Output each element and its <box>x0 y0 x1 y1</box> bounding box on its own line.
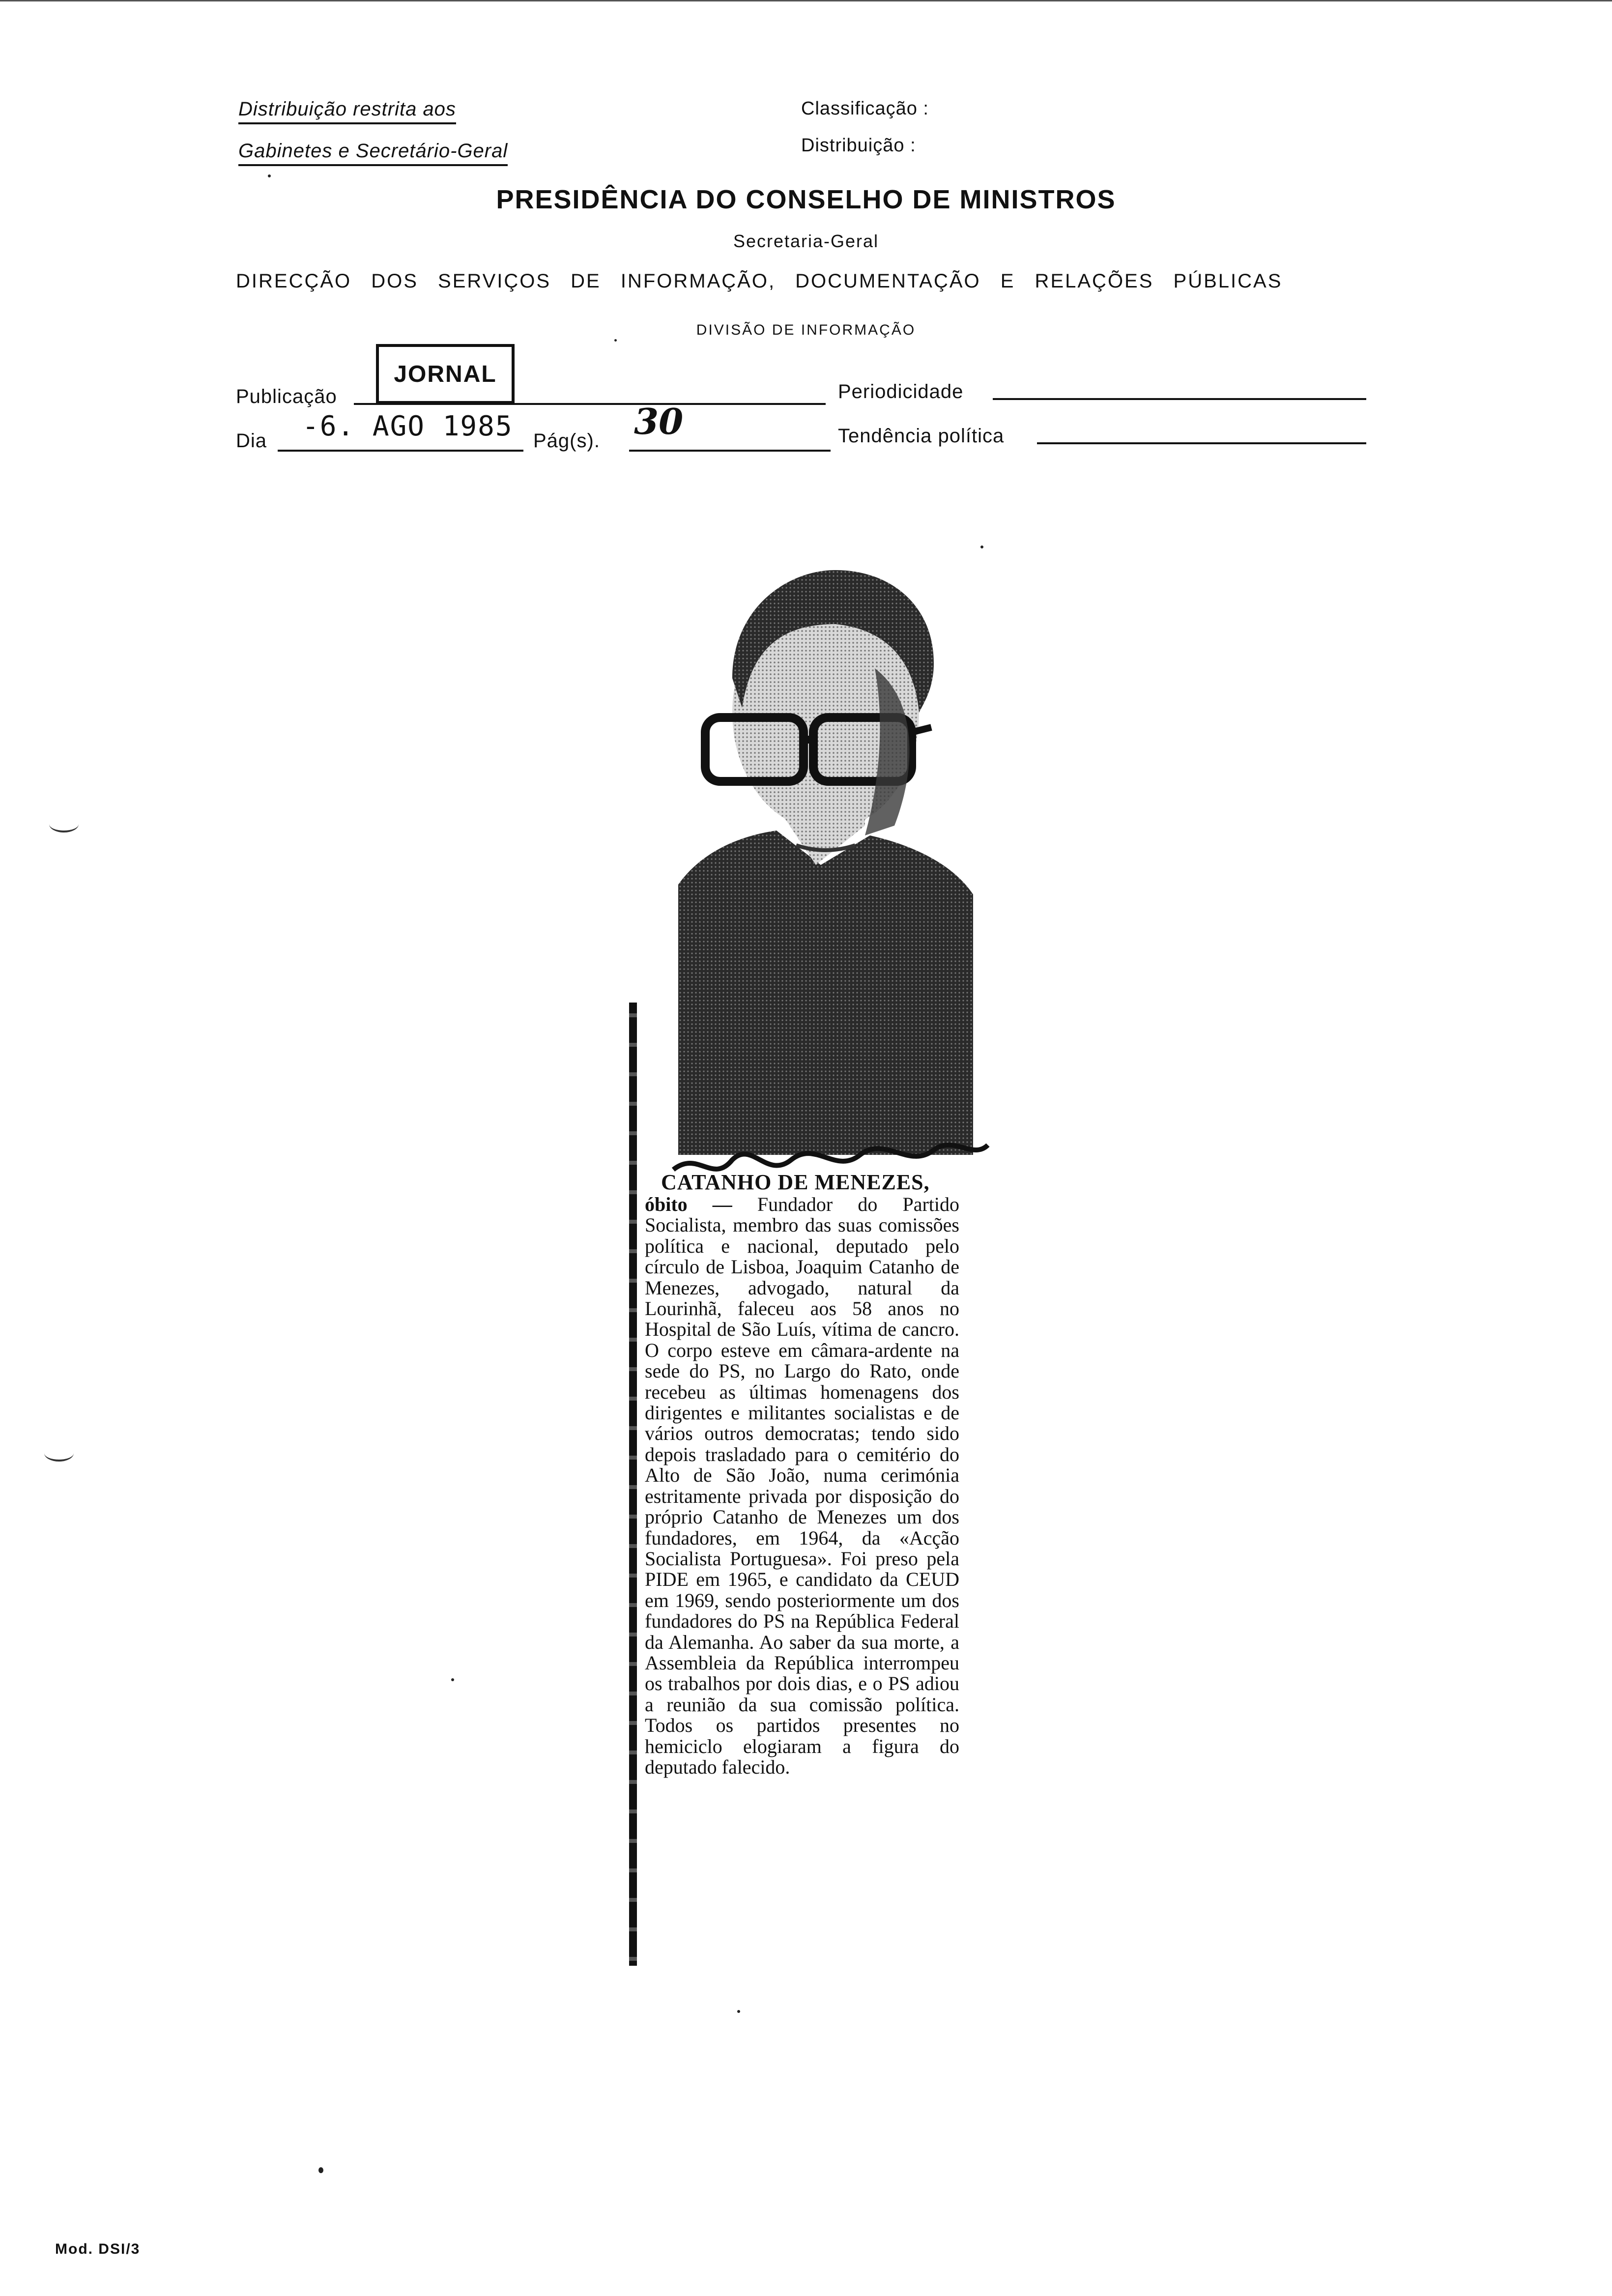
distribution-cabinets-line: Gabinetes e Secretário-Geral <box>238 140 508 166</box>
publicacao-value: JORNAL <box>394 361 497 387</box>
pags-handwritten-value: 30 <box>634 401 684 442</box>
clipping-text: Fundador do Partido Socialista, membro das suas comissões política e nacional, deputado pelo círculo de Lisboa, Joaquim Catanho de Menezes, advogado, natural da Lourinhã, faleceu aos 58 anos no Hospital de São Luís, vítima de cancro. O corpo esteve em câmara-ardente na sede do PS, no Largo do Rato, onde recebeu as últimas homenagens dos dirigentes e militantes socialistas e de vários outros democratas; tendo sido depois trasladado para o cemitério do Alto de São João, numa cerimónia estritamente privada por disposição do próprio Catanho de Menezes um dos fundadores, em 1964, da «Acção Socialista Portuguesa». Foi preso pela PIDE em 1965, e candidato da CEUD em 1969, sendo posteriormente um dos fundadores do PS na República Federal da Alemanha. Ao saber da sua morte, a Assembleia da República interrompeu os trabalhos por dois dias, e o PS adiou a reunião da sua comissão política. Todos os partidos presentes no hemiciclo elogiaram a figura do deputado falecido. <box>645 1193 959 1778</box>
scan-speck <box>318 2167 323 2173</box>
classificacao-label: Classificação : <box>801 98 929 119</box>
ministry-title: PRESIDÊNCIA DO CONSELHO DE MINISTROS <box>496 185 1116 214</box>
portrait-photo <box>659 550 993 1189</box>
clipping-body <box>645 1194 959 1778</box>
scan-speck <box>614 339 617 342</box>
distribuicao-label: Distribuição : <box>801 135 916 156</box>
periodicidade-field-line <box>993 398 1366 400</box>
tendencia-label: Tendência política <box>838 425 1005 447</box>
dia-stamp-value: -6. AGO 1985 <box>302 410 513 442</box>
margin-mark-lower <box>44 1445 74 1462</box>
pags-field-line <box>629 450 831 452</box>
clipping-headline: CATANHO DE MENEZES, <box>661 1170 930 1194</box>
scan-speck <box>980 545 983 548</box>
publicacao-label: Publicação <box>236 386 337 407</box>
tendencia-field-line <box>1037 442 1366 444</box>
publicacao-stamp <box>376 344 515 404</box>
divisao-informacao: DIVISÃO DE INFORMAÇÃO <box>696 322 916 338</box>
top-border-rule <box>0 0 1612 1</box>
dia-field-line <box>278 450 523 452</box>
pags-label: Pág(s). <box>533 430 600 452</box>
distribution-restricted-line: Distribuição restrita aos <box>238 98 456 124</box>
margin-mark-upper <box>49 816 79 832</box>
scan-speck <box>451 1678 454 1681</box>
direccao-servicos: DIRECÇÃO DOS SERVIÇOS DE INFORMAÇÃO, DOCUMENTAÇÃO E RELAÇÕES PÚBLICAS <box>236 270 1283 292</box>
scan-speck <box>737 2010 740 2013</box>
scan-speck <box>268 174 271 177</box>
periodicidade-label: Periodicidade <box>838 381 964 402</box>
clipping-edge-bar <box>629 1003 637 1966</box>
form-model-code: Mod. DSI/3 <box>55 2241 141 2257</box>
secretaria-geral: Secretaria-Geral <box>733 231 879 251</box>
clipping-lead: óbito — <box>645 1193 732 1215</box>
dia-label: Dia <box>236 430 267 452</box>
